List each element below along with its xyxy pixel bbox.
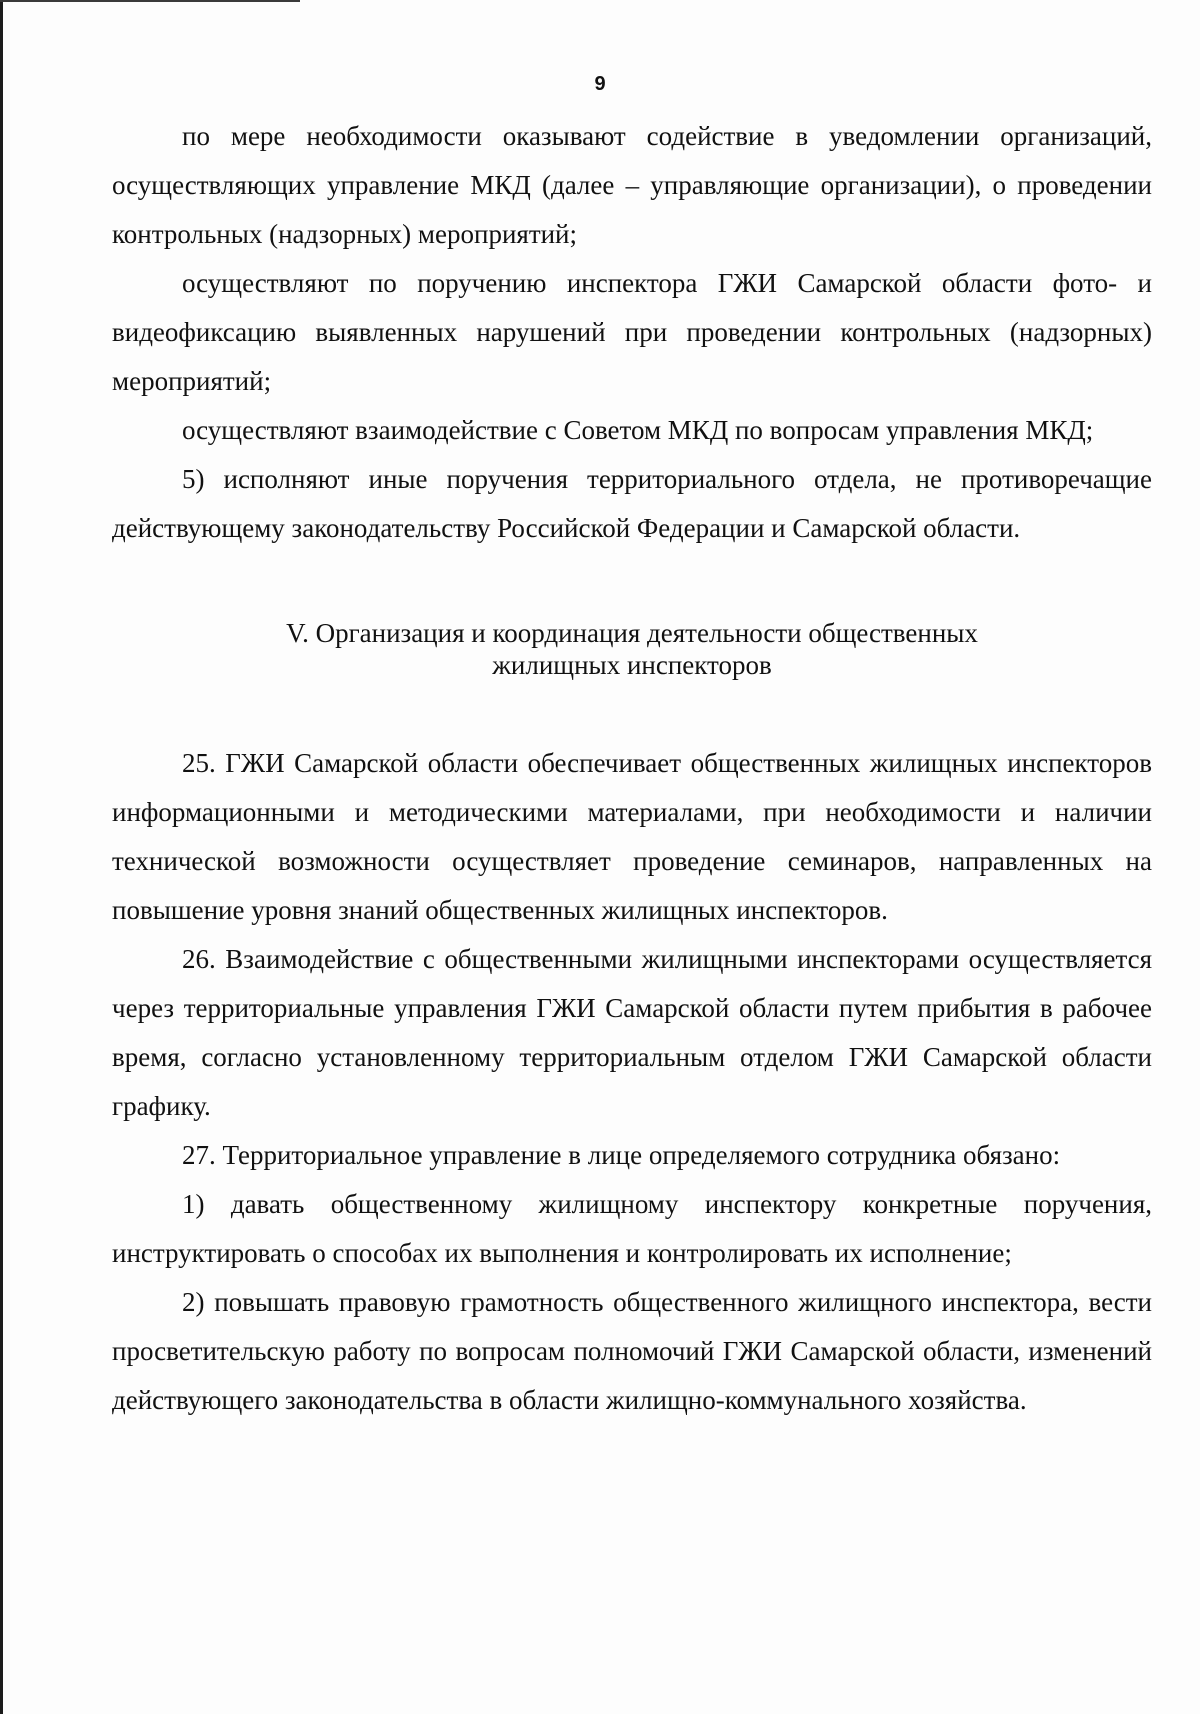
document-body — [112, 112, 1152, 1425]
paragraph-item-5: 5) исполняют иные поручения территориального отдела, не противоречащие действующему законодательству Российской Федерации и Самарской области. — [112, 464, 1152, 543]
paragraph-27-item-2: 2) повышать правовую грамотность общественного жилищного инспектора, вести просветительскую работу по вопросам полномочий ГЖИ Самарской области, изменений действующего законодательства в области жилищно-коммунального хозяйства. — [112, 1287, 1152, 1415]
paragraph-27-item-1: 1) давать общественному жилищному инспектору конкретные поручения, инструктировать о способах их выполнения и контролировать их исполнение; — [112, 1189, 1152, 1268]
paragraph-interaction-council: осуществляют взаимодействие с Советом МКД по вопросам управления МКД; — [182, 415, 1094, 445]
paragraph-notify-organizations: по мере необходимости оказывают содействие в уведомлении организаций, осуществляющих управление МКД (далее – управляющие организации), о проведении контрольных (надзорных) мероприятий; — [112, 121, 1152, 249]
paragraph-25: 25. ГЖИ Самарской области обеспечивает общественных жилищных инспекторов информационными и методическими материалами, при необходимости и наличии технической возможности осуществляет проведение семинаров, направленных на повышение уровня знаний общественных жилищных инспекторов. — [112, 748, 1152, 925]
section-heading-line-1: V. Организация и координация деятельности общественных — [286, 618, 978, 648]
section-heading — [112, 617, 1152, 681]
scan-edge-top — [0, 0, 300, 2]
paragraph-27: 27. Территориальное управление в лице определяемого сотрудника обязано: — [182, 1140, 1061, 1170]
paragraph-photo-video-fixation: осуществляют по поручению инспектора ГЖИ Самарской области фото- и видеофиксацию выявленных нарушений при проведении контрольных (надзорных) мероприятий; — [112, 268, 1152, 396]
section-heading-line-2: жилищных инспекторов — [492, 650, 772, 680]
scan-edge-left — [0, 0, 3, 1714]
page-number: 9 — [594, 73, 606, 95]
paragraph-26: 26. Взаимодействие с общественными жилищными инспекторами осуществляется через территориальные управления ГЖИ Самарской области путем прибытия в рабочее время, согласно установленному территориальным отделом ГЖИ Самарской области графику. — [112, 944, 1152, 1121]
